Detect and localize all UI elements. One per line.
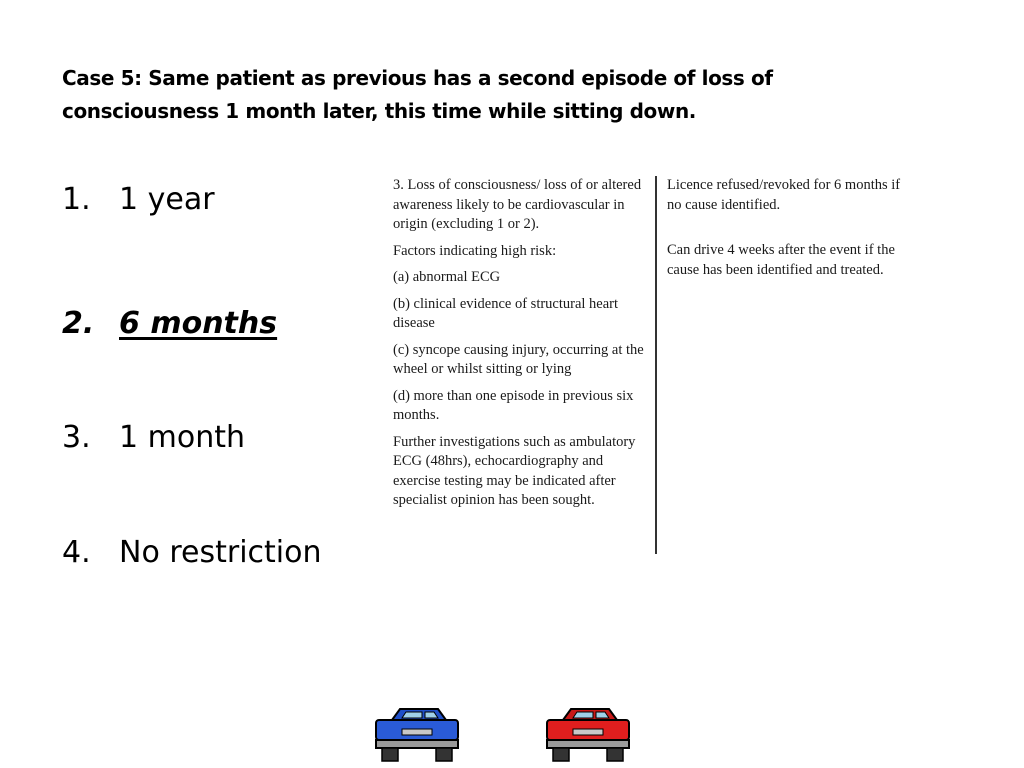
red-car-icon (543, 706, 633, 764)
further-investigations: Further investigations such as ambulatory ECG (48hrs), echocardiography and exercise testing may be indicated after specialist opinion has been sought. (393, 433, 636, 508)
option-number: 4. (62, 535, 91, 570)
rule-cause-treated: Can drive 4 weeks after the event if the cause has been identified and treated. (667, 242, 895, 278)
guideline-heading: 3. Loss of consciousness/ loss of or altered awareness likely to be cardiovascular in origin (excluding 1 or 2). (393, 177, 642, 232)
dvla-guideline-excerpt (393, 176, 933, 554)
title-line-2: consciousness 1 month later, this time while sitting down. (62, 99, 697, 123)
guideline-condition-column (393, 176, 651, 518)
option-label: 6 months (119, 306, 278, 341)
option-label: No restriction (119, 535, 322, 570)
title-line-1: Case 5: Same patient as previous has a second episode of loss of (62, 66, 773, 90)
option-number: 1. (62, 182, 91, 217)
factor-item: (d) more than one episode in previous six months. (393, 387, 634, 423)
factor-item: (c) syncope causing injury, occurring at the wheel or whilst sitting or lying (393, 341, 644, 377)
option-number: 3. (62, 420, 91, 455)
option-label: 1 year (119, 182, 215, 217)
slide-title (62, 62, 862, 128)
factor-item: (b) clinical evidence of structural heart disease (393, 295, 619, 331)
option-number: 2. (62, 306, 95, 341)
blue-car-icon (372, 706, 462, 764)
factors-label: Factors indicating high risk: (393, 242, 557, 259)
column-divider (655, 176, 657, 554)
guideline-rule-column (667, 176, 907, 287)
factor-item: (a) abnormal ECG (393, 269, 501, 285)
rule-no-cause: Licence refused/revoked for 6 months if no cause identified. (667, 177, 901, 213)
option-label: 1 month (119, 420, 245, 455)
